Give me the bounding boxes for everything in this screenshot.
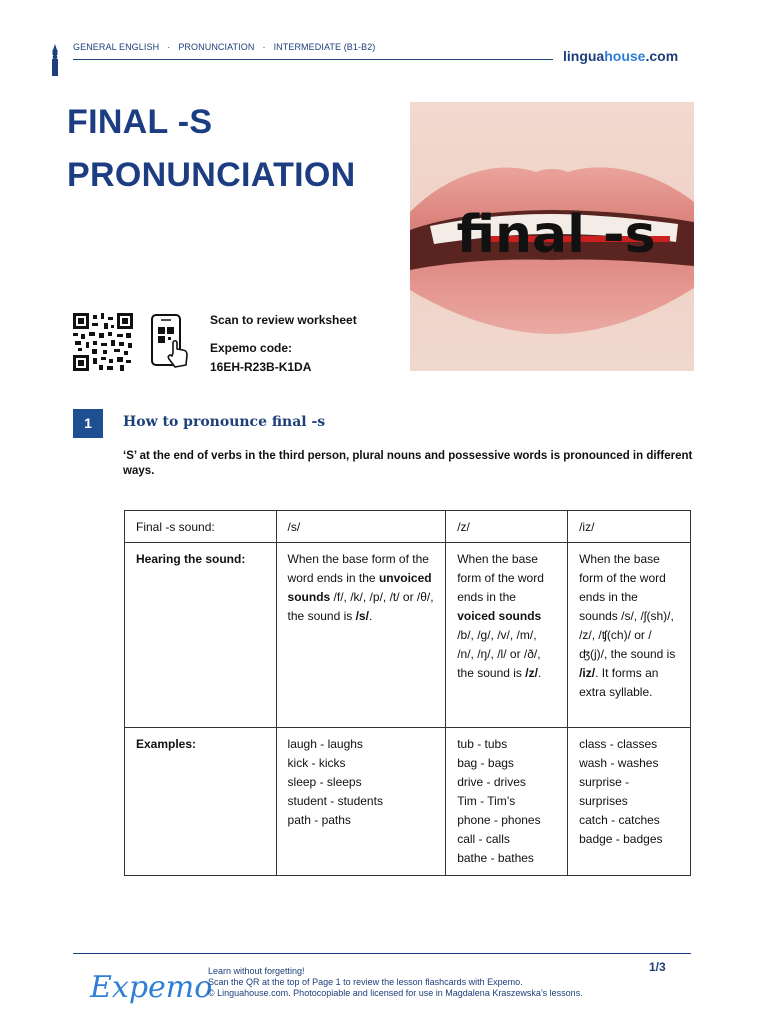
big-ben-icon [50,44,60,76]
pronunciation-table [124,510,691,876]
examples-cell-s [276,728,446,876]
section-title: How to pronounce final -s [123,414,326,430]
page-number: 1/3 [649,960,666,974]
code-label: Expemo code: [210,341,293,355]
scan-label: Scan to review worksheet [210,313,357,327]
example-item: sleep - sleeps [287,775,362,789]
breadcrumb-item[interactable]: GENERAL ENGLISH [73,42,160,52]
row-label: Examples: [125,728,277,876]
example-item: bathe - bathes [457,851,534,865]
example-item: tub - tubs [457,737,508,751]
footer-text [208,966,583,999]
example-item: wash - washes [579,756,659,770]
page-title-line: FINAL -S [67,103,213,141]
section-number-badge: 1 [73,409,103,438]
table-row [125,728,691,876]
expemo-code: 16EH-R23B-K1DA [210,360,312,374]
example-item: path - paths [287,813,351,827]
qr-code-icon[interactable] [73,313,133,371]
lips-hero-image [410,102,694,371]
row-label: Final -s sound: [125,511,277,543]
example-item: catch - catches [579,813,660,827]
expemo-logo[interactable] [88,964,213,1010]
example-item: surprises [579,794,628,808]
hearing-cell-iz: When the base form of the word ends in the sounds /s/, /ʃ(sh)/, /z/, /ʧ(ch)/ or /ʤ(j)/, the sound is /iz/. It forms an extra syllable. [568,543,691,728]
table-row [125,511,691,543]
hearing-cell-z: When the base form of the word ends in the voiced sounds /b/, /g/, /v/, /m/, /n/, /ŋ/, /l/ or /ð/, the sound is /z/. [446,543,568,728]
breadcrumb-item[interactable]: INTERMEDIATE (B1-B2) [273,42,376,52]
example-item: kick - kicks [287,756,346,770]
footer-copyright: © Linguahouse.com. Photocopiable and licensed for use in Magdalena Kraszewska’s lessons. [208,988,583,998]
breadcrumb: GENERAL ENGLISH · PRONUNCIATION · INTERMEDIATE (B1-B2) [73,42,376,52]
example-item: laugh - laughs [287,737,363,751]
section-intro: ‘S’ at the end of verbs in the third person, plural nouns and possessive words is pronounced in different ways. [123,450,693,477]
phone-scan-icon [149,313,191,373]
breadcrumb-item[interactable]: PRONUNCIATION [178,42,255,52]
page-title [67,96,407,202]
example-item: phone - phones [457,813,541,827]
example-item: class - classes [579,737,658,751]
page-title-line: PRONUNCIATION [67,156,356,194]
sound-header: /s/ [276,511,446,543]
hearing-cell-s: When the base form of the word ends in the unvoiced sounds /f/, /k/, /p/, /t/ or /θ/, the sound is /s/. [276,543,446,728]
example-item: call - calls [457,832,510,846]
svg-text:Expemo: Expemo [90,970,213,1005]
example-item: bag - bags [457,756,514,770]
hero-caption: final -s [456,205,656,265]
example-item: Tim - Tim’s [457,794,516,808]
example-item: surprise - [579,775,630,789]
footer-instruction: Scan the QR at the top of Page 1 to review the lesson flashcards with Expemo. [208,977,523,987]
footer-tagline: Learn without forgetting! [208,966,305,976]
sound-header: /z/ [446,511,568,543]
table-row [125,543,691,728]
header-divider [73,59,553,60]
sound-header: /iz/ [568,511,691,543]
expemo-info [210,311,357,377]
row-label: Hearing the sound: [125,543,277,728]
examples-cell-z [446,728,568,876]
example-item: badge - badges [579,832,663,846]
example-item: student - students [287,794,383,808]
brand-logo[interactable]: linguahouse.com [563,48,679,64]
examples-cell-iz [568,728,691,876]
example-item: drive - drives [457,775,526,789]
footer-divider [73,953,691,954]
